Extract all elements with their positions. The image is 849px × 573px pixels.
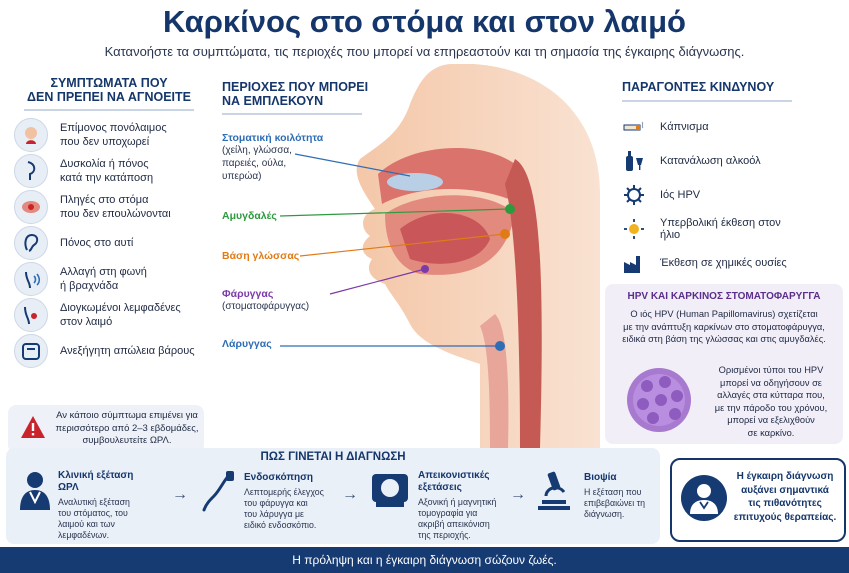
hpv-virus-illustration bbox=[621, 362, 697, 438]
areas-heading: ΠΕΡΙΟΧΕΣ ΠΟΥ ΜΠΟΡΕΙ ΝΑ ΕΜΠΛΕΚΟΥΝ bbox=[222, 80, 369, 108]
symptoms-list bbox=[14, 117, 204, 369]
area-pharynx: Φάρυγγας (στοματοφάρυγγας) bbox=[222, 288, 310, 312]
diagnosis-step-biopsy: Βιοψία Η εξέταση που επιβεβαιώνει τη διάγνωση. bbox=[584, 472, 645, 519]
hpv-box bbox=[605, 284, 843, 444]
symptom-item bbox=[14, 297, 204, 333]
factory-icon bbox=[622, 251, 646, 275]
divider bbox=[24, 109, 194, 111]
risk-factor-item bbox=[622, 144, 792, 178]
risk-factor-label: Υπερβολική έκθεση στον ήλιο bbox=[660, 217, 781, 241]
voice-icon bbox=[14, 262, 48, 296]
area-oral-cavity: Στοματική κοιλότητα (χείλη, γλώσσα, παρειές, ούλα, υπερώα) bbox=[222, 132, 324, 182]
hpv-paragraph-1: Ο ιός HPV (Human Papillomavirus) σχετίζεται με την ανάπτυξη καρκίνων στο στοματοφάρυγγα, ειδικά στη βάση της γλώσσας και στις αμυγδαλές. bbox=[622, 309, 826, 344]
divider bbox=[622, 100, 792, 102]
diagnosis-section bbox=[6, 448, 660, 544]
area-leader-lines bbox=[280, 140, 520, 360]
symptom-label: Πληγές στο στόμα που δεν επουλώνονται bbox=[60, 194, 171, 220]
diagnosis-step-clinical: Κλινική εξέταση ΩΡΛ Αναλυτική εξέταση του στόματος, του λαιμού και των λεμφαδένων. bbox=[58, 470, 134, 540]
area-larynx: Λάρυγγας bbox=[222, 338, 272, 350]
risk-factor-label: Έκθεση σε χημικές ουσίες bbox=[660, 257, 787, 269]
arrow-right-icon: → bbox=[342, 486, 358, 503]
page-title: Καρκίνος στο στόμα και στον λαιμό bbox=[162, 4, 686, 39]
symptom-label: Διογκωμένοι λεμφαδένες στον λαιμό bbox=[60, 302, 181, 328]
microscope-icon bbox=[536, 470, 572, 512]
ear-icon bbox=[14, 226, 48, 260]
hpv-paragraph-2: Ορισμένοι τύποι του HPV μπορεί να οδηγήσουν σε αλλαγές στα κύτταρα που, με την πάροδο του χρόνου, μπορεί να εξελιχθούν σε καρκίνο. bbox=[714, 365, 828, 438]
symptom-item bbox=[14, 117, 204, 153]
warning-icon bbox=[20, 415, 46, 439]
symptom-item bbox=[14, 225, 204, 261]
area-tongue-base: Βάση γλώσσας bbox=[222, 250, 300, 262]
alcohol-icon bbox=[622, 149, 646, 173]
symptom-label: Δυσκολία ή πόνος κατά την κατάποση bbox=[60, 158, 154, 184]
arrow-right-icon: → bbox=[510, 486, 526, 503]
sore-throat-icon bbox=[14, 118, 48, 152]
risk-factor-label: Κάπνισμα bbox=[660, 121, 709, 133]
risk-heading: ΠΑΡΑΓΟΝΤΕΣ ΚΙΝΔΥΝΟΥ bbox=[622, 80, 775, 94]
scale-icon bbox=[14, 334, 48, 368]
scanner-icon bbox=[370, 472, 410, 510]
diagnosis-step-endoscopy: Ενδοσκόπηση Λεπτομερής έλεγχος του φάρυγγα και του λάρυγγα με ειδικό ενδοσκόπιο. bbox=[244, 472, 324, 530]
symptom-item bbox=[14, 189, 204, 225]
diagnosis-heading: ΠΩΣ ΓΙΝΕΤΑΙ Η ΔΙΑΓΝΩΣΗ bbox=[260, 451, 406, 463]
lymph-nodes-icon bbox=[14, 298, 48, 332]
symptom-label: Αλλαγή στη φωνή ή βραχνάδα bbox=[60, 266, 147, 292]
hpv-heading: HPV ΚΑΙ ΚΑΡΚΙΝΟΣ ΣΤΟΜΑΤΟΦΑΡΥΓΓΑ bbox=[627, 291, 821, 302]
endoscope-icon bbox=[200, 470, 236, 512]
footer-banner: Η πρόληψη και η έγκαιρη διάγνωση σώζουν ζωές. bbox=[0, 547, 849, 573]
sun-icon bbox=[622, 217, 646, 241]
doctor-icon bbox=[18, 470, 52, 510]
area-tonsils: Αμυγδαλές bbox=[222, 210, 277, 222]
symptom-label: Πόνος στο αυτί bbox=[60, 237, 134, 249]
symptoms-heading: ΣΥΜΠΤΩΜΑΤΑ ΠΟΥ ΔΕΝ ΠΡΕΠΕΙ ΝΑ ΑΓΝΟΕΙΤΕ bbox=[27, 76, 191, 104]
symptom-item bbox=[14, 153, 204, 189]
symptoms-section bbox=[14, 76, 204, 369]
swallowing-icon bbox=[14, 154, 48, 188]
arrow-right-icon: → bbox=[172, 486, 188, 503]
risk-factor-label: Κατανάλωση αλκοόλ bbox=[660, 155, 761, 167]
early-diagnosis-box bbox=[670, 458, 846, 542]
risk-factor-item bbox=[622, 246, 792, 280]
risk-factor-label: Ιός HPV bbox=[660, 189, 701, 201]
doctor-badge-icon bbox=[680, 474, 728, 522]
warning-text: Αν κάποιο σύμπτωμα επιμένει για περισσότερο από 2–3 εβδομάδες, συμβουλευτείτε ΩΡΛ. bbox=[55, 410, 199, 446]
diagnosis-step-imaging: Απεικονιστικές εξετάσεις Αξονική ή μαγνητική τομογραφία για ακριβή απεικόνιση της περιοχής. bbox=[418, 470, 497, 540]
cigarette-icon bbox=[622, 115, 646, 139]
divider bbox=[222, 113, 362, 115]
risk-section bbox=[622, 80, 792, 280]
symptom-item bbox=[14, 333, 204, 369]
risk-factor-item bbox=[622, 212, 792, 246]
risk-list bbox=[622, 110, 792, 280]
early-diagnosis-text: Η έγκαιρη διάγνωση αυξάνει σημαντικά τις πιθανότητες επιτυχούς θεραπείας. bbox=[733, 471, 837, 523]
mouth-sores-icon bbox=[14, 190, 48, 224]
symptom-label: Ανεξήγητη απώλεια βάρους bbox=[60, 345, 195, 357]
page-subtitle: Κατανοήστε τα συμπτώματα, τις περιοχές που μπορεί να επηρεαστούν και τη σημασία της έγκαιρης διάγνωσης. bbox=[104, 44, 745, 59]
risk-factor-item bbox=[622, 178, 792, 212]
symptom-label: Επίμονος πονόλαιμος που δεν υποχωρεί bbox=[60, 122, 167, 148]
risk-factor-item bbox=[622, 110, 792, 144]
warning-box bbox=[8, 405, 204, 453]
symptom-item bbox=[14, 261, 204, 297]
virus-icon bbox=[622, 183, 646, 207]
